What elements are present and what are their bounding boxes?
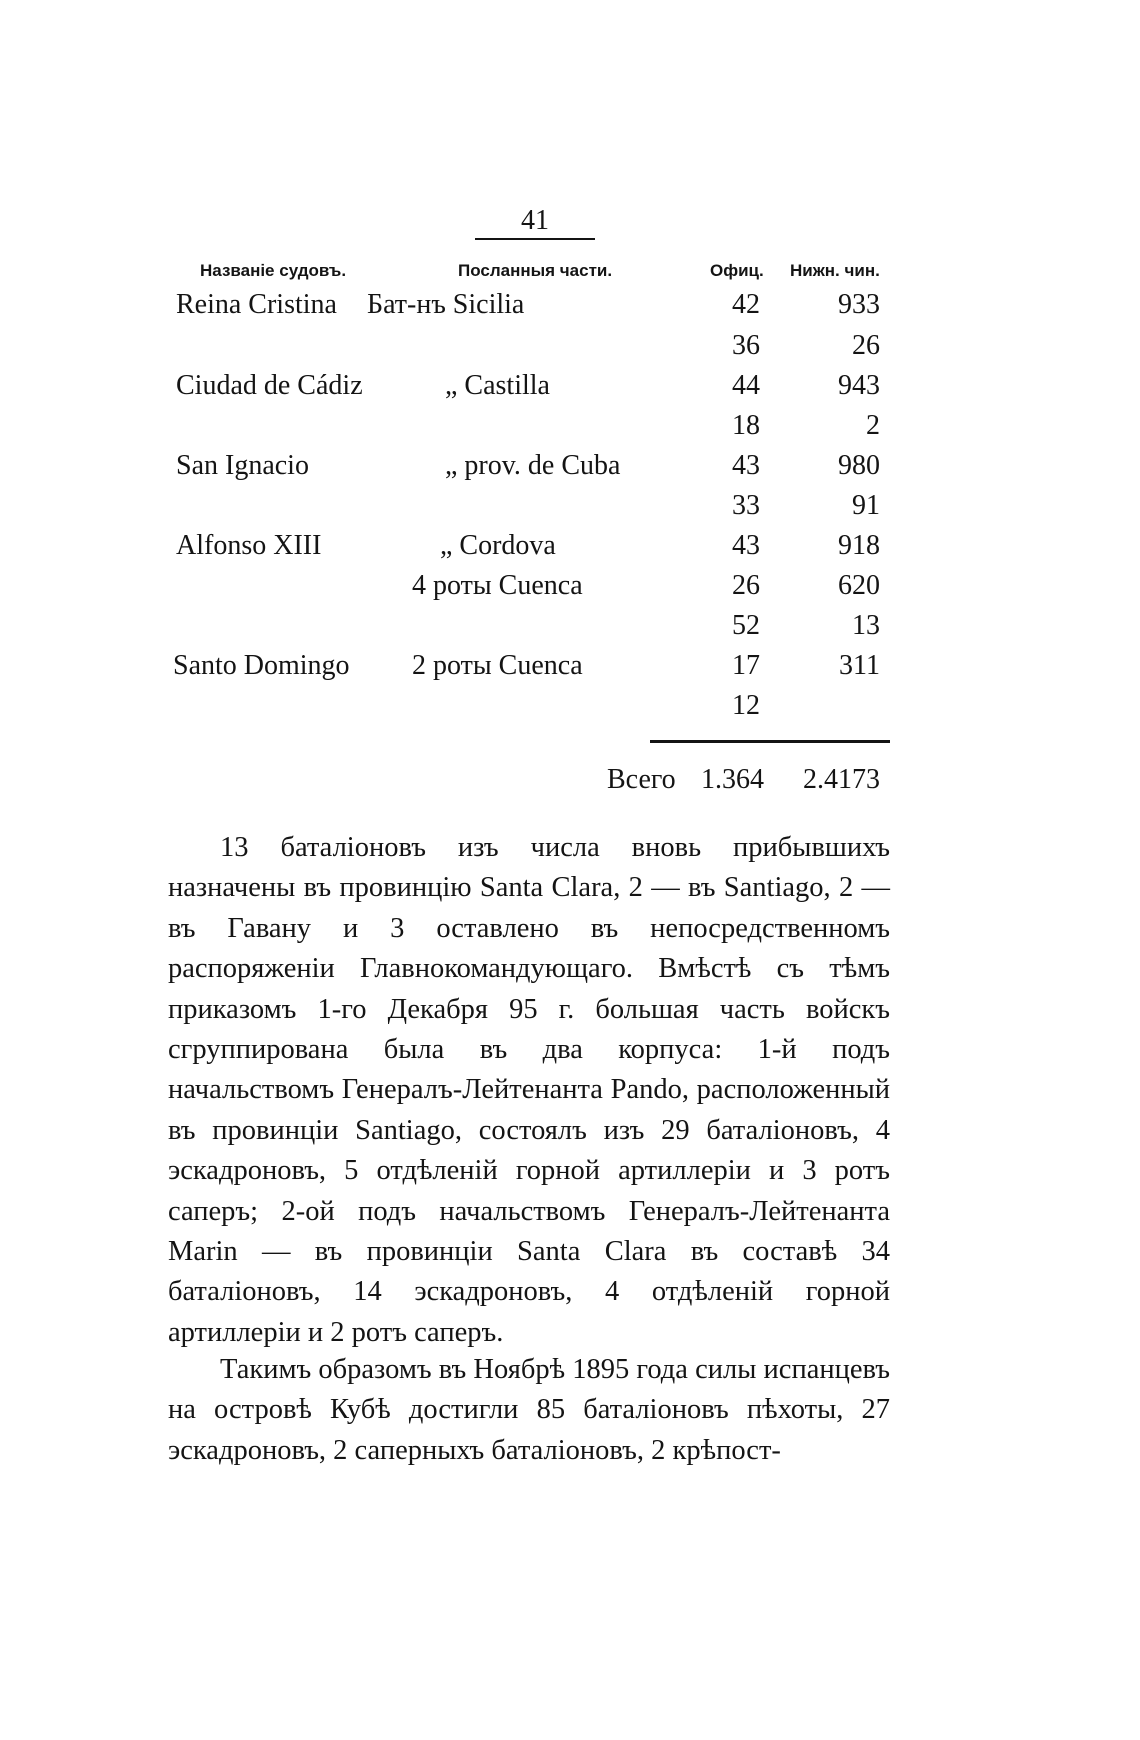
- table-cell-ship: Alfonso XIII: [176, 530, 322, 561]
- body-paragraph: [168, 828, 890, 1353]
- table-cell-lower-ranks: 933: [838, 289, 880, 320]
- table-cell-lower-ranks: 26: [852, 330, 880, 361]
- table-cell-lower-ranks: 620: [838, 570, 880, 601]
- table-cell-ship: Ciudad de Cádiz: [176, 370, 363, 401]
- header-officers: Офиц.: [710, 261, 764, 280]
- table-cell-lower-ranks: 918: [838, 530, 880, 561]
- table-cell-officers: 33: [732, 490, 760, 521]
- body-paragraph: [168, 1350, 890, 1471]
- table-cell-unit: 4 роты Cuenca: [412, 570, 583, 601]
- table-cell-officers: 18: [732, 410, 760, 441]
- table-cell-unit: „ prov. de Cuba: [445, 450, 621, 481]
- table-cell-officers: 26: [732, 570, 760, 601]
- table-cell-unit: „ Castilla: [445, 370, 550, 401]
- table-cell-lower-ranks: 91: [852, 490, 880, 521]
- table-cell-officers: 42: [732, 289, 760, 320]
- table-cell-unit: 2 роты Cuenca: [412, 650, 583, 681]
- table-cell-lower-ranks: 980: [838, 450, 880, 481]
- total-rule: [650, 740, 890, 743]
- table-cell-officers: 43: [732, 530, 760, 561]
- table-cell-officers: 36: [732, 330, 760, 361]
- total-lower-ranks: 2.4173: [803, 764, 880, 795]
- paragraph-text: 13 баталіоновъ изъ числа вновь прибывшихъ назначены въ провинцію Santa Clara, 2 — въ Santiago, 2 — въ Гавану и 3 оставлено въ непосредственномъ распоряженіи Главнокомандующаго. Вмѣстѣ съ тѣмъ приказомъ 1-го Декабря 95 г. большая часть войскъ сгруппирована была въ два корпуса: 1-й подъ начальствомъ Генералъ-Лейтенанта Pando, расположенный въ провинціи Santiago, состоялъ изъ 29 баталіоновъ, 4 эскадроновъ, 5 отдѣленій горной артиллеріи и 3 ротъ саперъ; 2-ой подъ начальствомъ Генералъ-Лейтенанта Marin — въ провинціи Santa Clara въ составѣ 34 баталіоновъ, 14 эскадроновъ, 4 отдѣленій горной артиллеріи и 2 ротъ саперъ.: [168, 832, 890, 1348]
- troop-transport-table: [0, 0, 1140, 800]
- table-cell-lower-ranks: 13: [852, 610, 880, 641]
- header-lower-ranks: Нижн. чин.: [790, 261, 880, 280]
- table-cell-officers: 12: [732, 690, 760, 721]
- page-number: 41: [521, 205, 549, 236]
- total-officers: 1.364: [701, 764, 764, 795]
- table-cell-officers: 43: [732, 450, 760, 481]
- table-cell-ship: Santo Domingo: [173, 650, 350, 681]
- header-units-sent: Посланныя части.: [458, 261, 613, 280]
- table-cell-unit: Бат-нъ Sicilia: [367, 289, 525, 320]
- table-cell-unit: „ Cordova: [440, 530, 556, 561]
- table-cell-lower-ranks: 311: [839, 650, 880, 681]
- paragraph-text: Такимъ образомъ въ Ноябрѣ 1895 года силы испанцевъ на островѣ Кубѣ достигли 85 баталіоновъ пѣхоты, 27 эскадроновъ, 2 саперныхъ баталіоновъ, 2 крѣпост-: [168, 1354, 890, 1466]
- table-cell-officers: 52: [732, 610, 760, 641]
- table-cell-lower-ranks: 943: [838, 370, 880, 401]
- table-cell-lower-ranks: 2: [866, 410, 880, 441]
- table-cell-officers: 17: [732, 650, 760, 681]
- table-cell-ship: Reina Cristina: [176, 289, 337, 320]
- header-ship-names: Названіе судовъ.: [200, 261, 347, 280]
- total-label: Всего: [607, 764, 676, 795]
- table-cell-ship: San Ignacio: [176, 450, 309, 481]
- table-cell-officers: 44: [732, 370, 760, 401]
